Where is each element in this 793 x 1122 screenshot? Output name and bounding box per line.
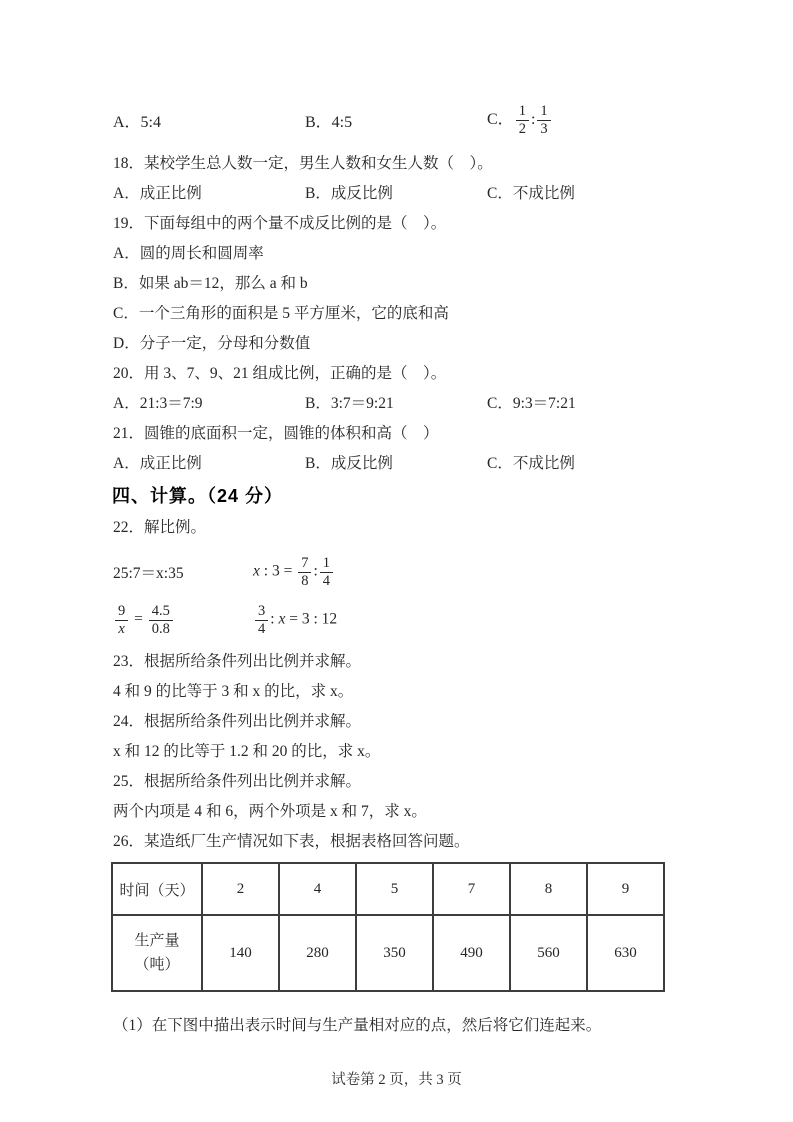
q22-label: 22．解比例。 (113, 519, 207, 536)
q18-option-a: A．成正比例 (113, 185, 202, 202)
table-cell: 350 (356, 915, 433, 991)
table-cell: 8 (510, 863, 587, 915)
production-table (111, 862, 665, 992)
page-footer: 试卷第 2 页，共 3 页 (331, 1072, 462, 1088)
q22-expr2: x : 3 = $\frac{7}{8}$ : $\frac{1}{4}$ (253, 555, 683, 589)
q21-option-a: A．成正比例 (113, 455, 202, 472)
exam-content (113, 94, 683, 1036)
q19-option-b: B．如果 ab＝12，那么 a 和 b (113, 275, 308, 292)
q20-option-b: B．3:7＝9:21 (305, 395, 394, 412)
section-4-heading: 四、计算。（24 分） (112, 486, 284, 506)
q24-body: x 和 12 的比等于 1.2 和 20 的比，求 x。 (113, 743, 381, 760)
q20-option-c: C．9:3＝7:21 (487, 395, 576, 412)
q21-option-b: B．成反比例 (305, 455, 393, 472)
fraction: $\frac{4.5}{0.8}$ (149, 603, 173, 637)
q20-options-row (113, 394, 683, 414)
fraction: $\frac{7}{8}$ (298, 555, 311, 589)
table-cell: 7 (433, 863, 510, 915)
fraction: $\frac{1}{4}$ (320, 555, 333, 589)
q26-stem: 26．某造纸厂生产情况如下表，根据表格回答问题。 (113, 833, 470, 850)
q24-stem: 24．根据所给条件列出比例并求解。 (113, 713, 362, 730)
q22-expr4: $\frac{3}{4}$ : x = 3 : 12 (253, 603, 683, 637)
q25-body: 两个内项是 4 和 6，两个外项是 x 和 7，求 x。 (113, 803, 427, 820)
table-cell: 9 (587, 863, 664, 915)
fraction: $\frac{3}{4}$ (255, 603, 268, 637)
table-cell: 4 (279, 863, 356, 915)
table-row-time (112, 863, 664, 915)
fraction: $\frac{1}{3}$ (537, 103, 550, 137)
q18-stem: 18．某校学生总人数一定，男生人数和女生人数（ ）。 (113, 155, 493, 172)
table-cell: 280 (279, 915, 356, 991)
q26-subquestion-1: （1）在下图中描出表示时间与生产量相对应的点，然后将它们连起来。 (113, 1017, 602, 1034)
q22-math-row-2 (113, 596, 683, 644)
table-cell: 630 (587, 915, 664, 991)
q17-options-row (113, 94, 683, 146)
q19-option-c: C．一个三角形的面积是 5 平方厘米，它的底和高 (113, 305, 449, 322)
table-cell: 140 (202, 915, 279, 991)
q19-stem: 19．下面每组中的两个量不成反比例的是（ ）。 (113, 215, 447, 232)
q18-options-row (113, 184, 683, 204)
fraction: $\frac{9}{x}$ (115, 603, 128, 637)
q20-option-a: A．21:3＝7:9 (113, 395, 203, 412)
q22-math-row-1 (113, 548, 683, 596)
q23-body: 4 和 9 的比等于 3 和 x 的比，求 x。 (113, 683, 354, 700)
q19-option-a: A．圆的周长和圆周率 (113, 245, 264, 262)
q22-expr3: $\frac{9}{x}$ = $\frac{4.5}{0.8}$ (113, 603, 253, 637)
table-cell: 560 (510, 915, 587, 991)
fraction: $\frac{1}{2}$ (516, 103, 529, 137)
q17-option-b: B．4:5 (305, 113, 353, 131)
table-cell: 490 (433, 915, 510, 991)
q18-option-b: B．成反比例 (305, 185, 393, 202)
q22-expr1: 25:7＝x:35 (113, 565, 184, 582)
q19-option-d: D．分子一定，分母和分数值 (113, 335, 311, 352)
q20-stem: 20．用 3、7、9、21 组成比例，正确的是（ ）。 (113, 365, 447, 382)
q23-stem: 23．根据所给条件列出比例并求解。 (113, 653, 362, 670)
q17-option-c: C． $\frac{1}{2}$ : $\frac{1}{3}$ (487, 103, 683, 137)
q21-option-c: C．不成比例 (487, 455, 575, 472)
q17-option-a: A．5:4 (113, 113, 162, 131)
q21-options-row (113, 454, 683, 474)
q21-stem: 21．圆锥的底面积一定，圆锥的体积和高（ ） (113, 425, 439, 442)
table-row-output (112, 915, 664, 991)
table-cell: 2 (202, 863, 279, 915)
table-cell-output-label: 生产量 （吨） (112, 915, 202, 991)
table-cell-time-label: 时间（天） (112, 863, 202, 915)
table-cell: 5 (356, 863, 433, 915)
q25-stem: 25．根据所给条件列出比例并求解。 (113, 773, 362, 790)
q18-option-c: C．不成比例 (487, 185, 575, 202)
